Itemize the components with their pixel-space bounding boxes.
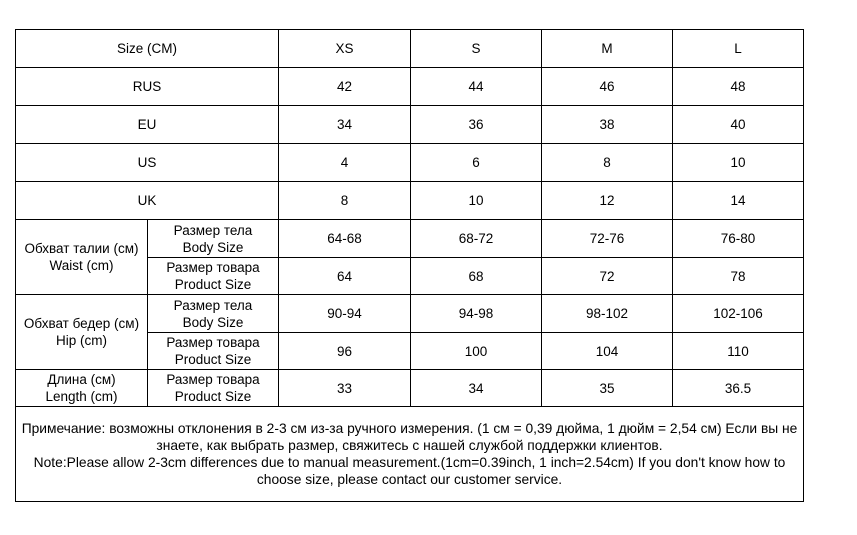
cell-length-s: 34	[411, 370, 542, 407]
sublabel-ru: Размер тела	[173, 222, 253, 238]
cell-us-m: 8	[542, 144, 673, 182]
note-row	[16, 407, 804, 502]
cell-rus-l: 48	[673, 68, 804, 106]
cell-length-m: 35	[542, 370, 673, 407]
header-size-xs: XS	[279, 30, 411, 68]
row-label-rus: RUS	[16, 68, 279, 106]
cell-waist-body-l: 76-80	[673, 220, 804, 258]
cell-hip-product-l: 110	[673, 333, 804, 370]
sublabel-hip-body	[148, 295, 279, 333]
cell-eu-m: 38	[542, 106, 673, 144]
cell-waist-product-xs: 64	[279, 258, 411, 295]
cell-us-s: 6	[411, 144, 542, 182]
cell-us-l: 10	[673, 144, 804, 182]
hip-label-ru: Обхват бедер (см)	[23, 316, 140, 331]
header-size-s: S	[411, 30, 542, 68]
sublabel-waist-body	[148, 220, 279, 258]
sublabel-hip-product	[148, 333, 279, 370]
sublabel-waist-product	[148, 258, 279, 295]
cell-waist-body-s: 68-72	[411, 220, 542, 258]
cell-length-xs: 33	[279, 370, 411, 407]
table-row-waist-body	[16, 220, 804, 258]
waist-label-ru: Обхват талии (см)	[24, 241, 139, 256]
sublabel-en: Product Size	[174, 352, 252, 367]
cell-us-xs: 4	[279, 144, 411, 182]
row-label-eu: EU	[16, 106, 279, 144]
cell-waist-body-m: 72-76	[542, 220, 673, 258]
row-label-waist	[16, 220, 148, 295]
cell-hip-body-m: 98-102	[542, 295, 673, 333]
table-row-eu	[16, 106, 804, 144]
cell-waist-body-xs: 64-68	[279, 220, 411, 258]
table-row-hip-body	[16, 295, 804, 333]
cell-hip-body-xs: 90-94	[279, 295, 411, 333]
row-label-uk: UK	[16, 182, 279, 220]
table-row-uk	[16, 182, 804, 220]
header-row	[16, 30, 804, 68]
cell-eu-l: 40	[673, 106, 804, 144]
table-row-us	[16, 144, 804, 182]
cell-hip-body-s: 94-98	[411, 295, 542, 333]
measurement-note	[16, 407, 804, 502]
sublabel-en: Product Size	[174, 277, 252, 292]
cell-uk-xs: 8	[279, 182, 411, 220]
sublabel-ru: Размер товара	[166, 260, 260, 275]
waist-label-en: Waist (cm)	[49, 258, 114, 273]
header-size-m: M	[542, 30, 673, 68]
hip-label-en: Hip (cm)	[56, 333, 107, 348]
cell-waist-product-s: 68	[411, 258, 542, 295]
header-size-l: L	[673, 30, 804, 68]
sublabel-length-product	[148, 370, 279, 407]
cell-uk-l: 14	[673, 182, 804, 220]
table-row-length	[16, 370, 804, 407]
cell-waist-product-l: 78	[673, 258, 804, 295]
sublabel-en: Product Size	[174, 389, 252, 404]
note-en: Note:Please allow 2-3cm differences due to manual measurement.(1cm=0.39inch, 1 inch=2.54cm) If you don't know how to choose size, please contact our customer service.	[33, 455, 786, 487]
size-chart-table	[15, 29, 804, 502]
sublabel-en: Body Size	[182, 314, 244, 330]
table-row-rus	[16, 68, 804, 106]
cell-length-l: 36.5	[673, 370, 804, 407]
cell-hip-product-m: 104	[542, 333, 673, 370]
sublabel-ru: Размер товара	[166, 372, 260, 387]
cell-eu-s: 36	[411, 106, 542, 144]
cell-uk-m: 12	[542, 182, 673, 220]
note-ru: Примечание: возможны отклонения в 2-3 см из-за ручного измерения. (1 см = 0,39 дюйма, 1 дюйм = 2,54 см) Если вы не знаете, как выбрать размер, свяжитесь с нашей службой поддержки клиентов.	[21, 421, 798, 453]
cell-eu-xs: 34	[279, 106, 411, 144]
length-label-ru: Длина (см)	[47, 372, 116, 387]
row-label-us: US	[16, 144, 279, 182]
cell-rus-m: 46	[542, 68, 673, 106]
row-label-length	[16, 370, 148, 407]
length-label-en: Length (cm)	[45, 389, 118, 404]
cell-uk-s: 10	[411, 182, 542, 220]
sublabel-ru: Размер тела	[173, 297, 253, 313]
cell-waist-product-m: 72	[542, 258, 673, 295]
sublabel-ru: Размер товара	[166, 335, 260, 350]
sublabel-en: Body Size	[182, 239, 244, 255]
cell-hip-product-s: 100	[411, 333, 542, 370]
cell-rus-xs: 42	[279, 68, 411, 106]
cell-rus-s: 44	[411, 68, 542, 106]
header-size-label: Size (CM)	[16, 30, 279, 68]
cell-hip-product-xs: 96	[279, 333, 411, 370]
row-label-hip	[16, 295, 148, 370]
cell-hip-body-l: 102-106	[673, 295, 804, 333]
